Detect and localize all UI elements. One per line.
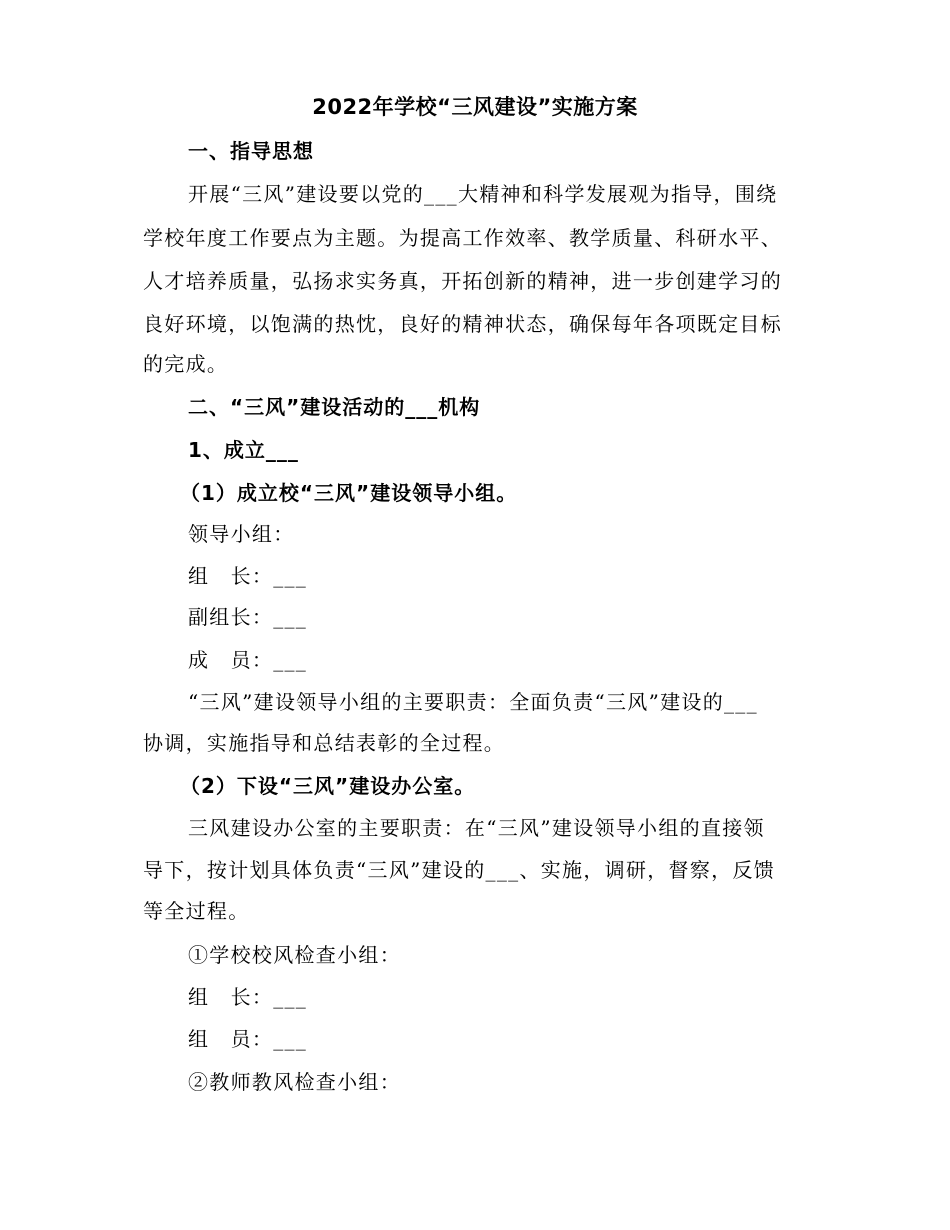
section1-heading: 一、指导思想 — [188, 139, 314, 163]
section1-line-1: 开展“三风”建设要以党的___大精神和科学发展观为指导，围绕 — [188, 182, 778, 206]
item1-heading: 1、成立___ — [188, 438, 299, 462]
group-a-head: 组 长：___ — [188, 985, 308, 1009]
section1-line-3: 人才培养质量，弘扬求实务真，开拓创新的精神，进一步创建学习的 — [143, 269, 782, 293]
duty1-line-1: “三风”建设领导小组的主要职责：全面负责“三风”建设的___ — [188, 690, 758, 714]
duty1-line-2: 协调，实施指导和总结表彰的全过程。 — [143, 731, 506, 755]
sub2-heading: （2）下设“三风”建设办公室。 — [180, 774, 476, 798]
section1-line-4: 良好环境，以饱满的热忱，良好的精神状态，确保每年各项既定目标 — [143, 312, 782, 336]
section2-heading: 二、“三风”建设活动的___机构 — [188, 395, 481, 419]
leader-group-label: 领导小组： — [188, 522, 295, 546]
document-title: 2022年学校“三风建设”实施方案 — [312, 95, 638, 119]
section1-line-5: 的完成。 — [143, 352, 229, 376]
leader-deputy: 副组长：___ — [188, 605, 308, 629]
leader-members: 成 员：___ — [188, 648, 308, 672]
duty2-line-2: 导下，按计划具体负责“三风”建设的___、实施，调研，督察，反馈 — [143, 858, 776, 882]
sub1-heading: （1）成立校“三风”建设领导小组。 — [180, 481, 518, 505]
leader-head: 组 长：___ — [188, 564, 308, 588]
group-b-label: ②教师教风检查小组： — [188, 1070, 401, 1094]
group-a-label: ①学校校风检查小组： — [188, 943, 401, 967]
duty2-line-1: 三风建设办公室的主要职责：在“三风”建设领导小组的直接领 — [188, 816, 765, 840]
group-a-members: 组 员：___ — [188, 1027, 308, 1051]
section1-line-2: 学校年度工作要点为主题。为提高工作效率、教学质量、科研水平、 — [143, 226, 782, 250]
duty2-line-3: 等全过程。 — [143, 899, 250, 923]
